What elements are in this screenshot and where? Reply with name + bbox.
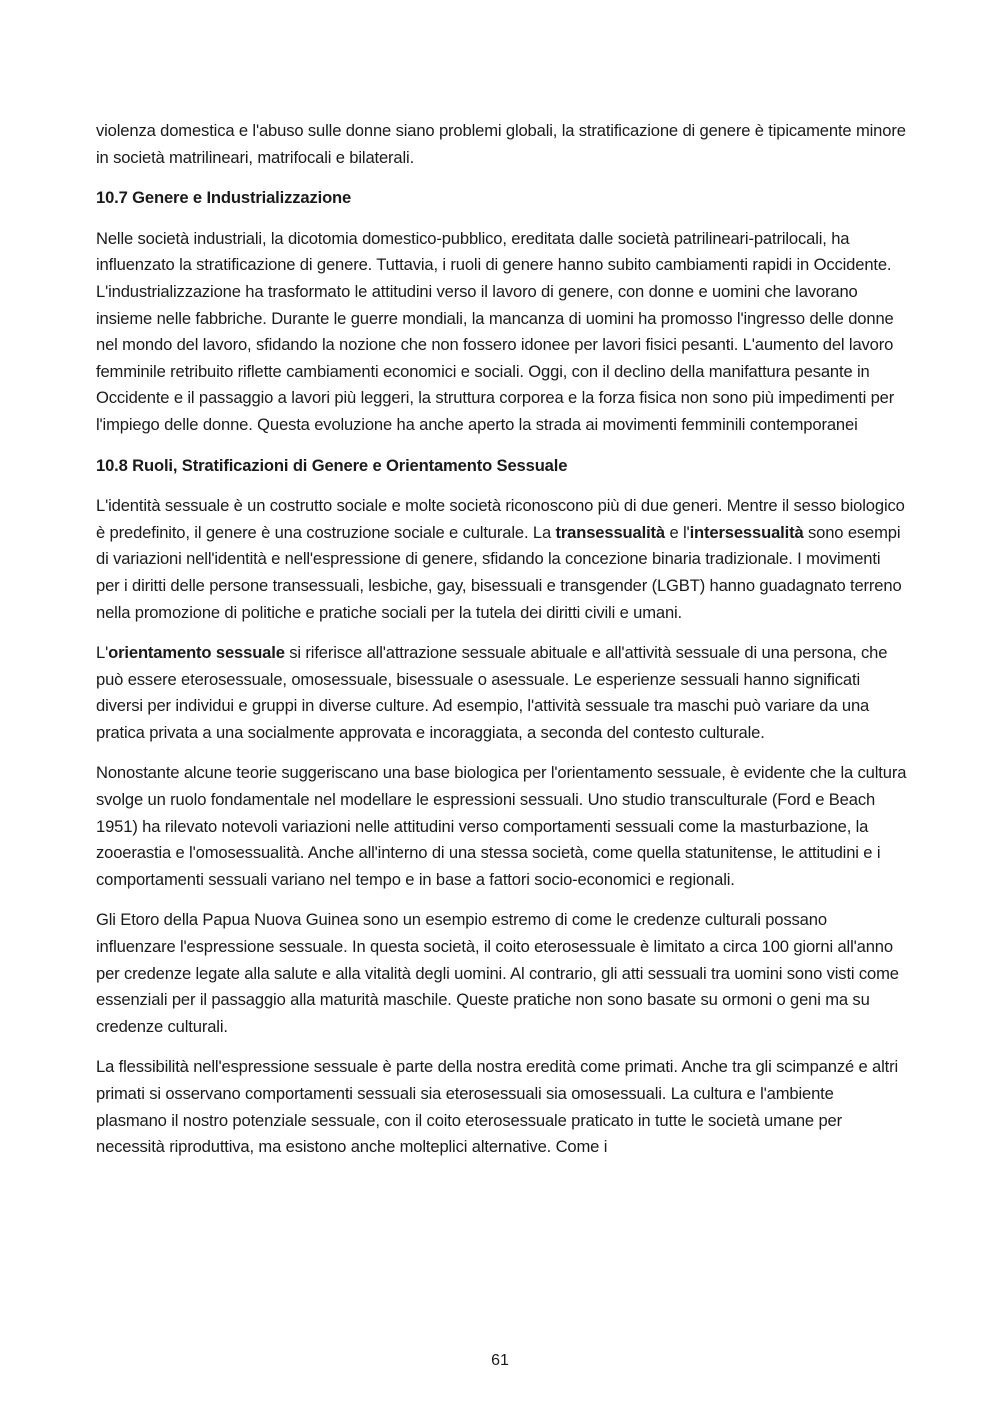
intro-paragraph: violenza domestica e l'abuso sulle donne siano problemi globali, la stratificazione di genere è tipicamente minore in società matrilineari, matrifocali e bilaterali. xyxy=(96,121,906,167)
section-heading-10-7: 10.7 Genere e Industrializzazione xyxy=(96,188,352,208)
paragraph-base-biologica: Nonostante alcune teorie suggeriscano una base biologica per l'orientamento sessuale, è evidente che la cultura svolge un ruolo fondamentale nel modellare le espressioni sessuali. Uno studio transculturale (Ford e Beach 1951) ha rilevato notevoli variazioni nelle attitudini verso comportamenti sessuali come la masturbazione, la zooerastia e l'omosessualità. Anche all'interno di una stessa società, come quella statunitense, le attitudini e i comportamenti sessuali variano nel tempo e in base a fattori socio-economici e regionali. xyxy=(96,763,907,889)
text-run: L' xyxy=(96,643,109,663)
section-heading-10-8: 10.8 Ruoli, Stratificazioni di Genere e Orientamento Sessuale xyxy=(96,455,568,475)
paragraph-etoro: Gli Etoro della Papua Nuova Guinea sono un esempio estremo di come le credenze culturali possano influenzare l'espressione sessuale. In questa società, il coito eterosessuale è limitato a circa 100 giorni all'anno per credenze legate alla salute e alla vitalità degli uomini. Al contrario, gli atti sessuali tra uomini sono visti come essenziali per il passaggio alla maturità maschile. Queste pratiche non sono basate su ormoni o geni ma su credenze culturali. xyxy=(96,910,899,1036)
document-page xyxy=(96,118,908,1175)
paragraph-identita-sessuale xyxy=(96,493,908,626)
paragraph-primati: La flessibilità nell'espressione sessuale è parte della nostra eredità come primati. Anche tra gli scimpanzé e altri primati si osservano comportamenti sessuali sia eterosessuali sia omosessuali. La cultura e l'ambiente plasmano il nostro potenziale sessuale, con il coito eterosessuale praticato in tutte le società umane per necessità riproduttiva, ma esistono anche molteplici alternative. Come i xyxy=(96,1057,899,1157)
page-number: 61 xyxy=(491,1352,509,1369)
text-run: si riferisce all'attrazione sessuale abituale e all'attività sessuale di una persona, che può essere eterosessuale, omosessuale, bisessuale o asessuale. Le esperienze sessuali hanno significati diversi per individui e gruppi in diverse culture. Ad esempio, l'attività sessuale tra maschi può variare da una pratica privata a una socialmente approvata e incoraggiata, a seconda del contesto culturale. xyxy=(96,643,888,742)
text-run: e l' xyxy=(665,522,690,542)
text-run: L'identità sessuale è un costrutto sociale e molte società riconoscono più di due generi. Mentre il sesso biologico è predefinito, il genere è una costruzione sociale e culturale. La xyxy=(96,496,905,542)
bold-term-intersessualita: intersessualità xyxy=(689,522,804,542)
bold-term-orientamento-sessuale: orientamento sessuale xyxy=(108,643,285,663)
paragraph-industrializzazione: Nelle società industriali, la dicotomia domestico-pubblico, ereditata dalle società patrilineari-patrilocali, ha influenzato la stratificazione di genere. Tuttavia, i ruoli di genere hanno subito cambiamenti rapidi in Occidente. L'industrializzazione ha trasformato le attitudini verso il lavoro di genere, con donne e uomini che lavorano insieme nelle fabbriche. Durante le guerre mondiali, la mancanza di uomini ha promosso l'ingresso delle donne nel mondo del lavoro, sfidando la nozione che non fossero idonee per lavori fisici pesanti. L'aumento del lavoro femminile retribuito riflette cambiamenti economici e sociali. Oggi, con il declino della manifattura pesante in Occidente e il passaggio a lavori più leggeri, la struttura corporea e la forza fisica non sono più impedimenti per l'impiego delle donne. Questa evoluzione ha anche aperto la strada ai movimenti femminili contemporanei xyxy=(96,228,895,434)
text-run: sono esempi di variazioni nell'identità e nell'espressione di genere, sfidando la concezione binaria tradizionale. I movimenti per i diritti delle persone transessuali, lesbiche, gay, bisessuali e transgender (LGBT) hanno guadagnato terreno nella promozione di politiche e pratiche sociali per la tutela dei diritti civili e umani. xyxy=(96,522,902,622)
paragraph-orientamento-sessuale xyxy=(96,640,908,746)
bold-term-transessualita: transessualità xyxy=(555,522,665,542)
